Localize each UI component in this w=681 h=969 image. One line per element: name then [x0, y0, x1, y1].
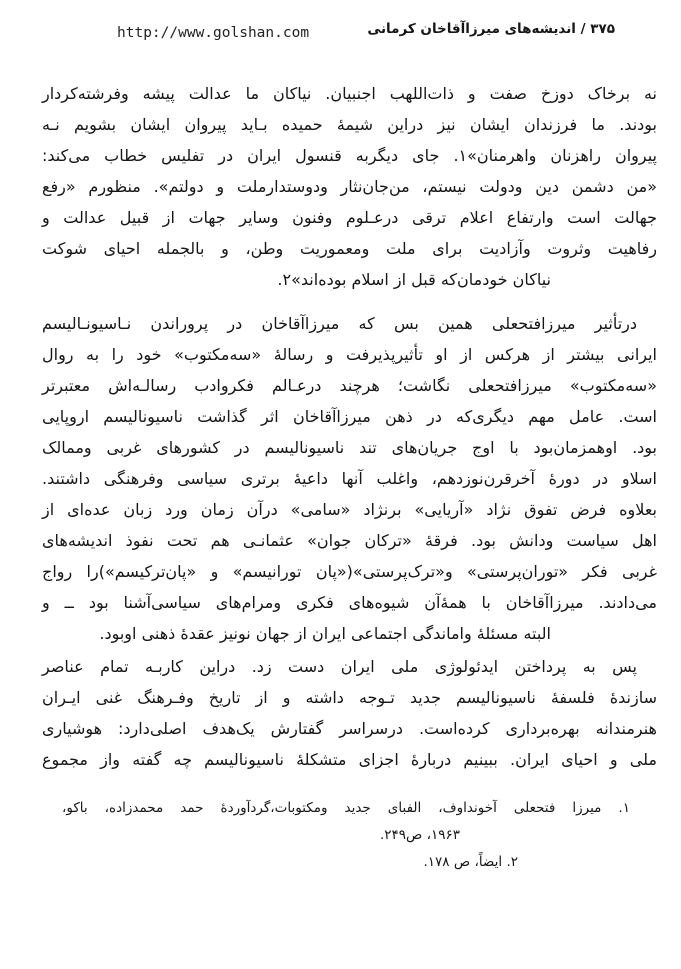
text-line: البته مسئلهٔ واماندگی اجتماعی ایران از جهان نونیز عقدهٔ ذهنی اوبود.: [99, 624, 551, 643]
footnote-line: ۱. میرزا فتحعلی آخونداوف، الفبای جدید ومکتوبات،گردآوردهٔ حمد محمدزاده، باکو،: [62, 800, 630, 816]
text-line: بعلاوه فرض تفوق نژاد «آریایی» برنژاد «سامی» درآن زمان ورد زبان عده‌ای از: [42, 500, 657, 519]
footnote-line: ۱۹۶۳، ص۲۴۹.: [379, 827, 460, 843]
text-line: سازندهٔ فلسفهٔ ناسیونالیسم جدید تـوجه داشته و از تاریخ وفـرهنگ غنی ایـران: [42, 688, 657, 707]
text-line: ایرانی بیشتر از هرکس از او تأثیرپذیرفت و رسالهٔ «سه‌مکتوب» خود را به روال: [42, 345, 657, 364]
text-line: جهالت است وارتفاع اعلام ترقی درعـلوم وفنون وسایر جهات از قبیل عدالت و: [42, 208, 657, 227]
paragraph: [42, 78, 657, 295]
text-line: نه برخاک دوزخ صفت و ذات‌اللهب اجنبیان. نیاکان ما عدالت پیشه وفرشته‌کردار: [42, 84, 657, 103]
paragraph: [42, 651, 657, 775]
watermark-url-text: http://www.golshan.com: [117, 25, 310, 41]
text-line: «من دشمن دین ودولت نیستم، من‌جان‌نثار ودوستدارملت و دولتم». منظورم «رفع: [42, 177, 657, 196]
body-text: [42, 78, 657, 775]
text-line: غربی فکر «توران‌پرستی» و«ترک‌پرستی»(«پان تورانیسم» و «پان‌ترکیسم»)را رواج: [42, 562, 657, 581]
paragraph: [42, 308, 657, 649]
text-line: «سه‌مکتوب» میرزافتحعلی نگاشت؛ هرچند درعـالم فکروادب رسالـه‌اش معتبرتر: [42, 376, 657, 395]
text-line: می‌دادند. میرزاآقاخان با همهٔ‌آن شیوه‌های فکری ومرام‌های سیاسی‌آشنا بود ــ و: [42, 593, 657, 612]
text-line: است. عامل مهم دیگری‌که در ذهن میرزاآقاخان اثر گذاشت ناسیونالیسم اروپایی: [42, 407, 657, 426]
text-line: هنرمندانه بهره‌برداری کرده‌است. درسراسر گفتارش یک‌هدف اصلی‌دارد: هوشیاری: [42, 719, 657, 738]
text-line: پیروان راهزنان واهرمنان»۱. جای دیگربه قنسول ایران در تفلیس خطاب می‌کند:: [42, 146, 657, 165]
running-head: ۳۷۵ / اندیشه‌های میرزاآقاخان کرمانی: [367, 21, 615, 37]
footnote-line: ۲. ایضاً، ص ۱۷۸.: [423, 854, 518, 870]
text-line: بودند. ما فرزندان ایشان نیز دراین شیمهٔ حمیده بـاید پیروان ایشان بشویم نـه: [42, 115, 657, 134]
text-line: اهل سیاست ودانش بود. فرقهٔ «ترکان جوان» عثمانـی هم تحت نفوذ اندیشه‌های: [42, 531, 657, 550]
text-line: نیاکان خودمان‌که قبل از اسلام بوده‌اند»۲.: [277, 270, 551, 289]
text-line: درتأثیر میرزافتحعلی همین بس که میرزاآقاخان در پروراندن نـاسیونـالیسم: [42, 314, 637, 333]
text-line: اسلاو در دورهٔ آخرقرن‌نوزدهم، واغلب آنها داعیهٔ برتری سیاسی وفرهنگی داشتند.: [42, 469, 657, 488]
text-line: ملی و احیای ایران. ببینیم دربارهٔ اجزای متشکلهٔ ناسیونالیسم چه گفته واز مجموع: [42, 750, 657, 769]
footnotes: [62, 795, 630, 876]
text-line: پس به پرداختن ایدئولوژی ملی ایران دست زد. دراین کاربـه تمام عناصر: [42, 657, 637, 676]
text-line: بود. اوهمزمان‌بود با اوج جریان‌های تند ناسیونالیسم در کشورهای غربی وممالک: [42, 438, 657, 457]
text-line: رفاهیت وثروت وآزادیت برای ملت ومعموریت وطن، و بالجمله احیای شوکت: [42, 239, 657, 258]
